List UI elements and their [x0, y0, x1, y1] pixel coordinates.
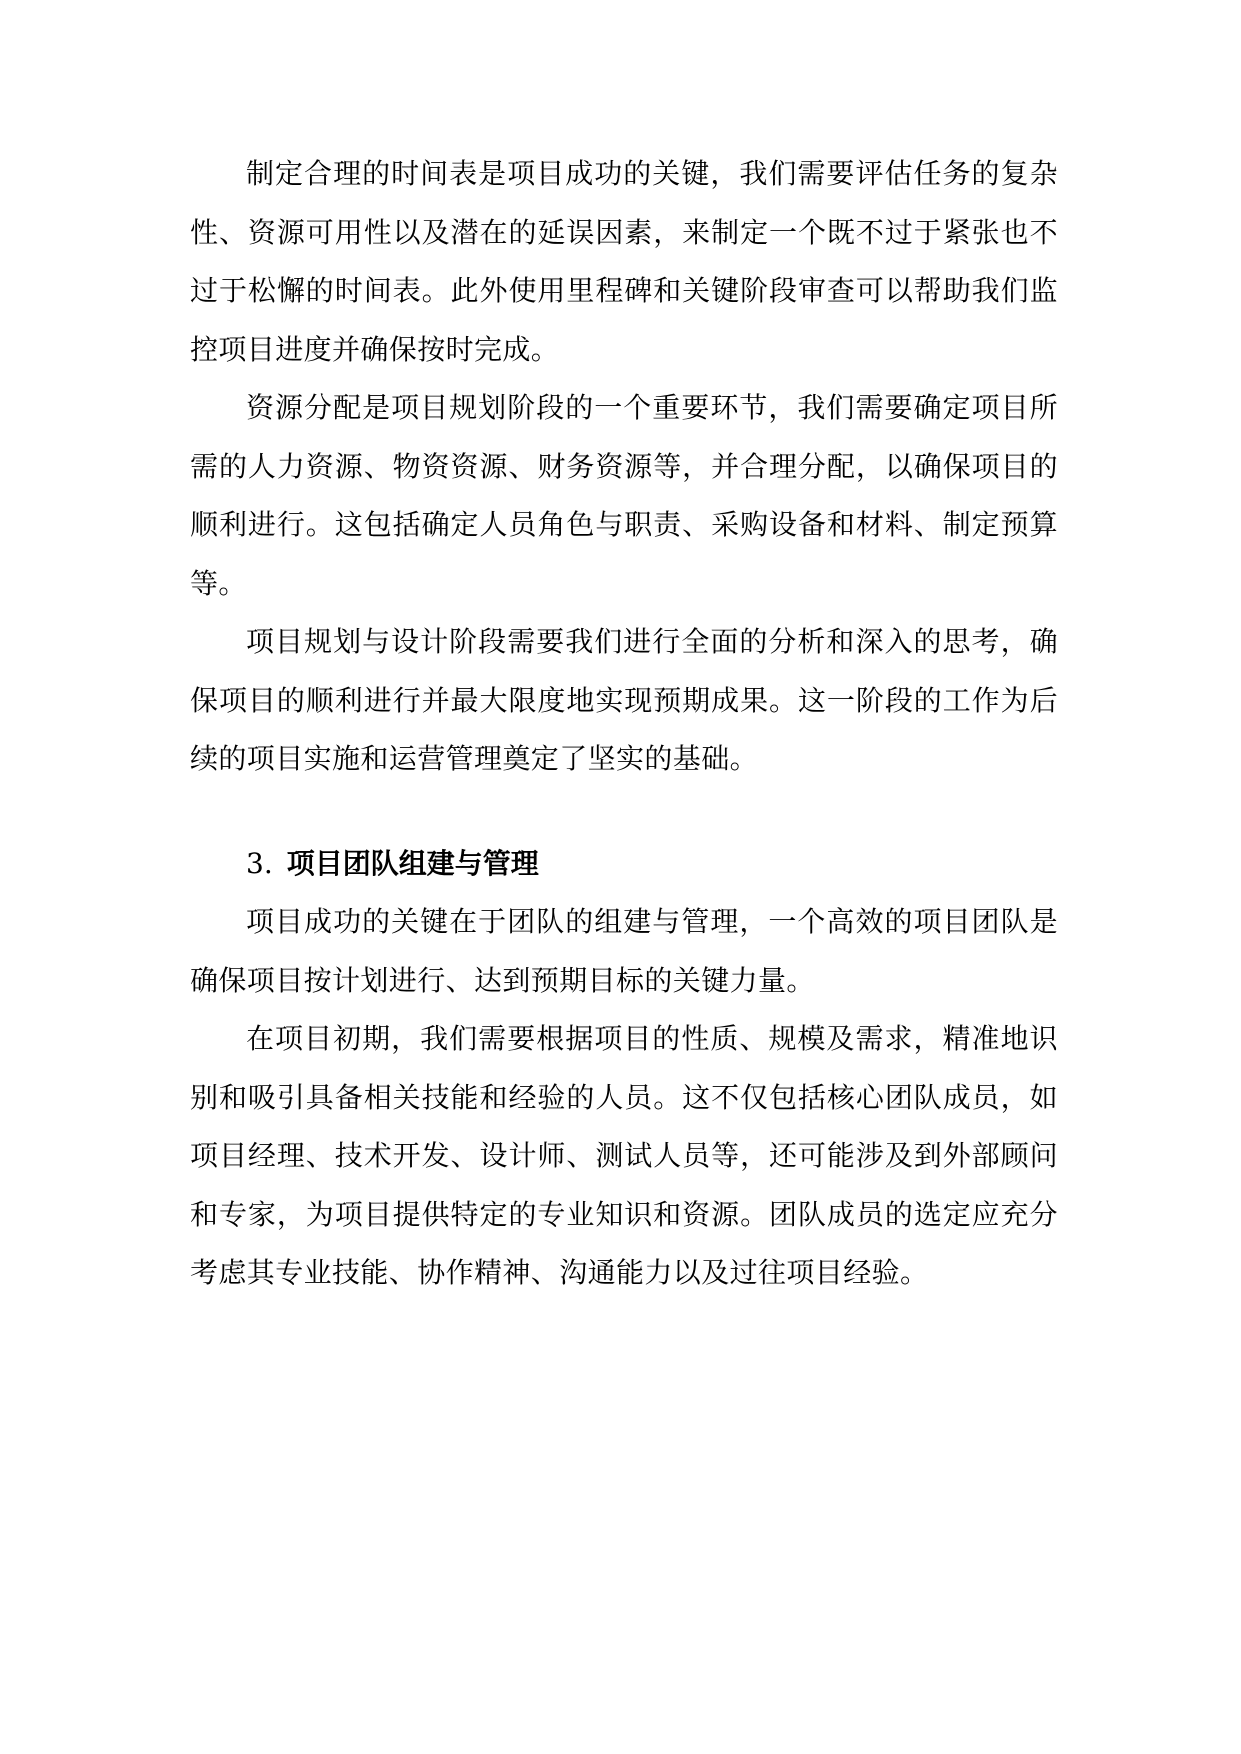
- paragraph-resource-allocation: 资源分配是项目规划阶段的一个重要环节，我们需要确定项目所需的人力资源、物资资源、财务资源等，并合理分配，以确保项目的顺利进行。这包括确定人员角色与职责、采购设备和材料、制定预算等。: [190, 391, 1058, 600]
- section-number: 3.: [246, 846, 273, 880]
- section-heading: [190, 835, 1058, 894]
- paragraph-team-key: 项目成功的关键在于团队的组建与管理，一个高效的项目团队是确保项目按计划进行、达到预期目标的关键力量。: [190, 905, 1058, 997]
- paragraph-schedule: 制定合理的时间表是项目成功的关键，我们需要评估任务的复杂性、资源可用性以及潜在的延误因素，来制定一个既不过于紧张也不过于松懈的时间表。此外使用里程碑和关键阶段审查可以帮助我们监控项目进度并确保按时完成。: [190, 157, 1058, 366]
- paragraph-team-members: 在项目初期，我们需要根据项目的性质、规模及需求，精准地识别和吸引具备相关技能和经验的人员。这不仅包括核心团队成员，如项目经理、技术开发、设计师、测试人员等，还可能涉及到外部顾问和专家，为项目提供特定的专业知识和资源。团队成员的选定应充分考虑其专业技能、协作精神、沟通能力以及过往项目经验。: [190, 1022, 1058, 1289]
- document-body: [190, 145, 1058, 1303]
- paragraph-planning-summary: 项目规划与设计阶段需要我们进行全面的分析和深入的思考，确保项目的顺利进行并最大限度地实现预期成果。这一阶段的工作为后续的项目实施和运营管理奠定了坚实的基础。: [190, 625, 1058, 775]
- section-title: 项目团队组建与管理: [286, 846, 539, 880]
